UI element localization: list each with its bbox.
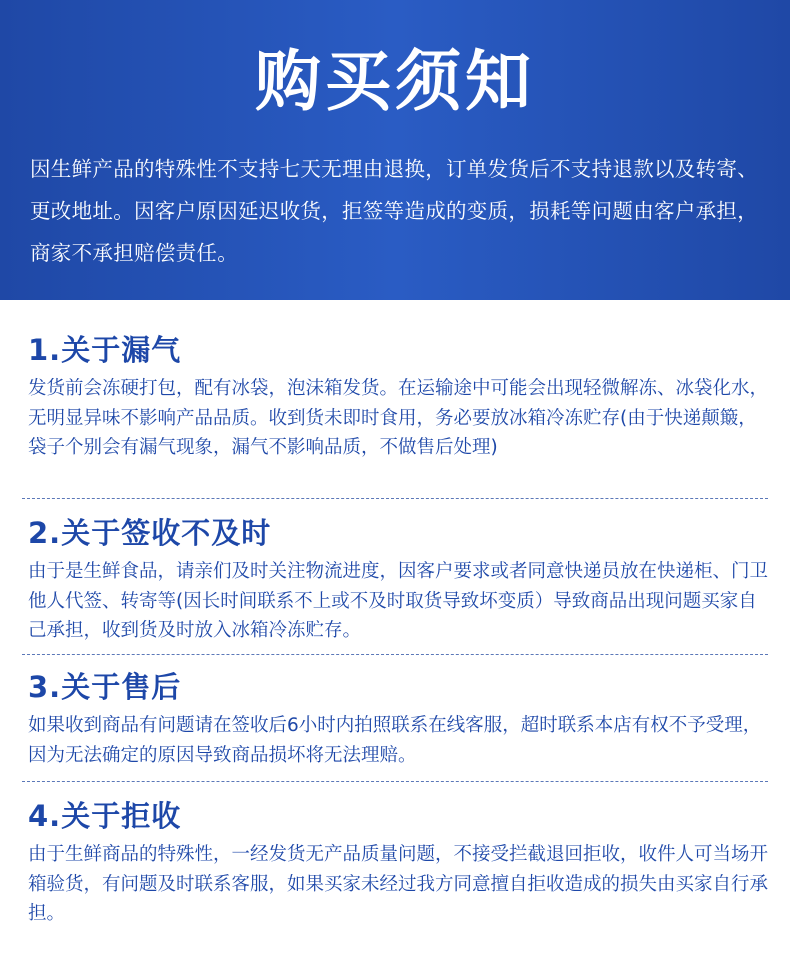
section-after-sales	[28, 667, 768, 770]
purchase-notice-text: 因生鲜产品的特殊性不支持七天无理由退换，订单发货后不支持退款以及转寄、更改地址。因客户原因延迟收货，拒签等造成的变质，损耗等问题由客户承担，商家不承担赔偿责任。	[30, 157, 758, 265]
section-body: 发货前会冻硬打包，配有冰袋，泡沫箱发货。在运输途中可能会出现轻微解冻、冰袋化水，无明显异味不影响产品品质。收到货未即时食用，务必要放冰箱冷冻贮存(由于快递颠簸，袋子个别会有漏气现象，漏气不影响品质，不做售后处理)	[28, 378, 769, 458]
dashed-divider	[22, 654, 768, 655]
dashed-divider	[22, 781, 768, 782]
section-title: 3.关于售后	[28, 670, 182, 704]
section-body: 由于是生鲜食品，请亲们及时关注物流进度，因客户要求或者同意快递员放在快递柜、门卫他人代签、转寄等(因长时间联系不上或不及时取货导致坏变质）导致商品出现问题买家自己承担，收到货及时放入冰箱冷冻贮存。	[28, 561, 769, 641]
section-title: 1.关于漏气	[28, 333, 182, 367]
section-leakage	[28, 330, 768, 463]
section-late-receipt	[28, 513, 768, 646]
page-title: 购买须知	[255, 43, 535, 120]
section-title: 4.关于拒收	[28, 799, 182, 833]
header-banner	[0, 0, 790, 300]
section-refusal	[28, 796, 768, 929]
dashed-divider	[22, 498, 768, 499]
section-title: 2.关于签收不及时	[28, 516, 272, 550]
section-body: 由于生鲜商品的特殊性，一经发货无产品质量问题，不接受拦截退回拒收，收件人可当场开箱验货，有问题及时联系客服，如果买家未经过我方同意擅自拒收造成的损失由买家自行承担。	[28, 844, 769, 924]
section-body: 如果收到商品有问题请在签收后6小时内拍照联系在线客服，超时联系本店有权不予受理，因为无法确定的原因导致商品损坏将无法理赔。	[28, 715, 762, 766]
